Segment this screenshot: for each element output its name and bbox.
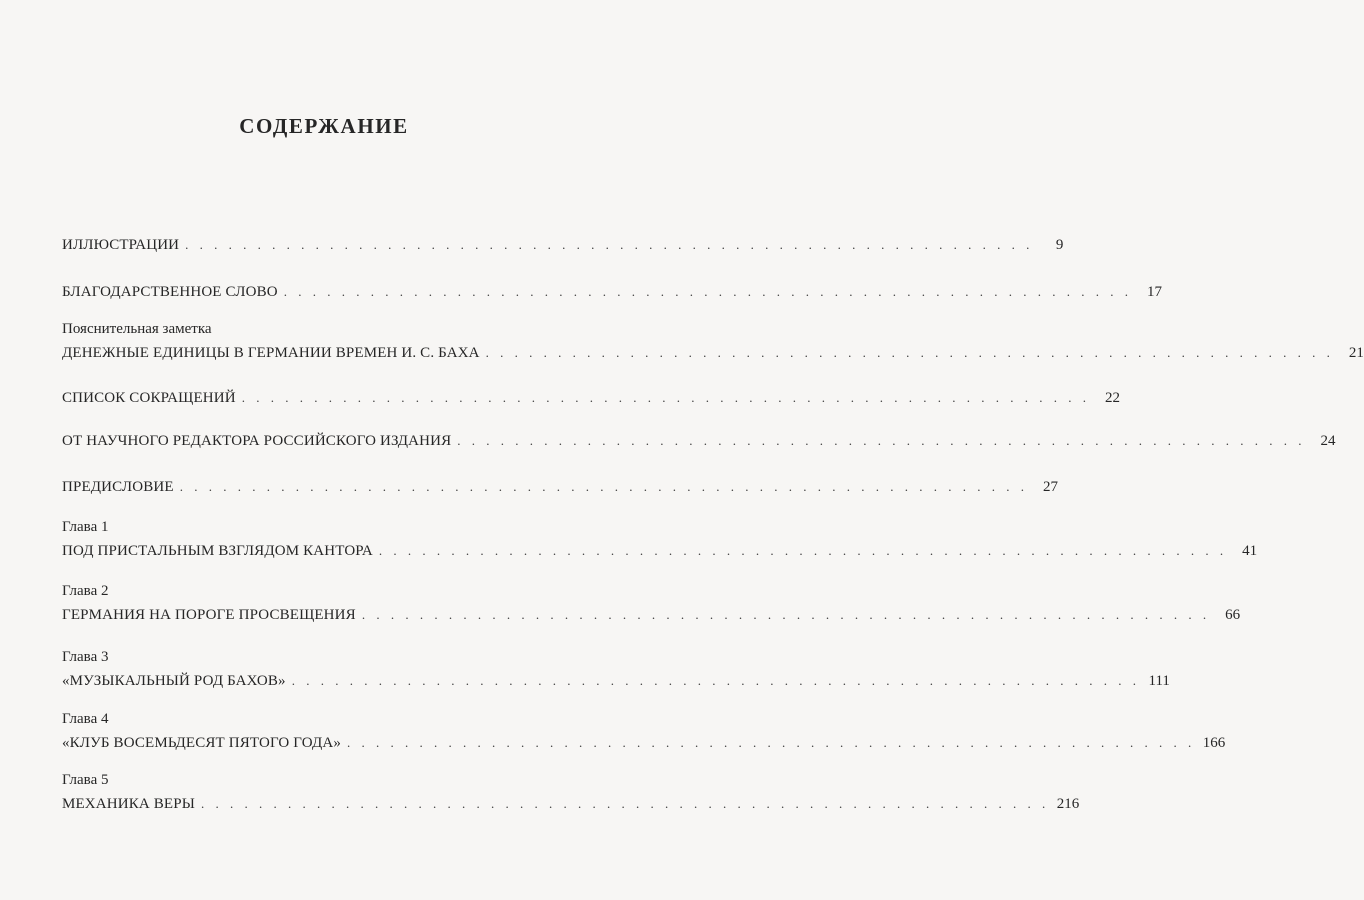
page-number: 9 bbox=[1055, 237, 1064, 253]
page-title: СОДЕРЖАНИЕ bbox=[239, 114, 409, 138]
page-number: 111 bbox=[1148, 673, 1170, 689]
toc-entry-title: МЕХАНИКА ВЕРЫ bbox=[62, 796, 195, 812]
toc-entry-chapter-3 bbox=[62, 648, 1170, 690]
chapter-label: Глава 3 bbox=[62, 649, 109, 665]
page-number: 24 bbox=[1320, 433, 1336, 449]
toc-entry-title: ИЛЛЮСТРАЦИИ bbox=[62, 237, 180, 253]
toc-entry-title: ПРЕДИСЛОВИЕ bbox=[62, 479, 174, 495]
toc-entry-currency-note bbox=[62, 320, 1364, 362]
page-number: 41 bbox=[1242, 543, 1258, 559]
toc-entry-editor-note bbox=[62, 432, 1336, 450]
toc-entry-chapter-5 bbox=[62, 771, 1080, 813]
toc-entry-illustrations bbox=[62, 236, 1064, 254]
page-number: 216 bbox=[1056, 796, 1080, 812]
leader-dots: . . . . . . . . . . . . . . . . . . . . . . . . . . . . . . . . . . . . . . . . . . . . . . . . . . . . . . . . . . . bbox=[283, 284, 1132, 299]
toc-entry-title: СПИСОК СОКРАЩЕНИЙ bbox=[62, 390, 236, 406]
page-number: 21 bbox=[1348, 345, 1364, 361]
entry-label: Пояснительная заметка bbox=[62, 321, 212, 337]
chapter-label: Глава 1 bbox=[62, 519, 109, 535]
chapter-label: Глава 4 bbox=[62, 711, 109, 727]
toc-entry-title: БЛАГОДАРСТВЕННОЕ СЛОВО bbox=[62, 284, 278, 300]
toc-entry-chapter-1 bbox=[62, 518, 1258, 560]
leader-dots: . . . . . . . . . . . . . . . . . . . . . . . . . . . . . . . . . . . . . . . . . . . . . . . . . . . . . . . . . . . bbox=[200, 796, 1050, 811]
toc-entry-title: ГЕРМАНИЯ НА ПОРОГЕ ПРОСВЕЩЕНИЯ bbox=[62, 607, 356, 623]
page-number: 66 bbox=[1225, 607, 1241, 623]
toc-entry-abbreviations bbox=[62, 389, 1120, 407]
leader-dots: . . . . . . . . . . . . . . . . . . . . . . . . . . . . . . . . . . . . . . . . . . . . . . . . . . . . . . . . . . . bbox=[485, 345, 1334, 360]
leader-dots: . . . . . . . . . . . . . . . . . . . . . . . . . . . . . . . . . . . . . . . . . . . . . . . . . . . . . . . . . . . bbox=[241, 390, 1090, 405]
page-number: 166 bbox=[1202, 735, 1226, 751]
leader-dots: . . . . . . . . . . . . . . . . . . . . . . . . . . . . . . . . . . . . . . . . . . . . . . . . . . . . . . . . . . . bbox=[378, 543, 1228, 558]
toc-entry-title: ОТ НАУЧНОГО РЕДАКТОРА РОССИЙСКОГО ИЗДАНИЯ bbox=[62, 433, 452, 449]
leader-dots: . . . . . . . . . . . . . . . . . . . . . . . . . . . . . . . . . . . . . . . . . . . . . . . . . . . . . . . . . . . bbox=[346, 735, 1196, 750]
leader-dots: . . . . . . . . . . . . . . . . . . . . . . . . . . . . . . . . . . . . . . . . . . . . . . . . . . . . . . . . . . . bbox=[361, 607, 1211, 622]
toc-entry-chapter-4 bbox=[62, 710, 1226, 752]
chapter-label: Глава 2 bbox=[62, 583, 109, 599]
leader-dots: . . . . . . . . . . . . . . . . . . . . . . . . . . . . . . . . . . . . . . . . . . . . . . . . . . . . . . . . . . . bbox=[179, 479, 1028, 494]
page-number: 17 bbox=[1147, 284, 1162, 300]
toc-entry-chapter-2 bbox=[62, 582, 1241, 624]
toc-entry-acknowledgements bbox=[62, 283, 1162, 301]
page-number: 27 bbox=[1042, 479, 1058, 495]
toc-entry-title: «КЛУБ ВОСЕМЬДЕСЯТ ПЯТОГО ГОДА» bbox=[62, 735, 341, 751]
leader-dots: . . . . . . . . . . . . . . . . . . . . . . . . . . . . . . . . . . . . . . . . . . . . . . . . . . . . . . . . . . . bbox=[185, 237, 1034, 252]
chapter-label: Глава 5 bbox=[62, 772, 109, 788]
toc-entry-title: ПОД ПРИСТАЛЬНЫМ ВЗГЛЯДОМ КАНТОРА bbox=[62, 543, 373, 559]
toc-entry-title: ДЕНЕЖНЫЕ ЕДИНИЦЫ В ГЕРМАНИИ ВРЕМЕН И. С. БАХА bbox=[62, 345, 480, 361]
toc-entry-preface bbox=[62, 478, 1058, 496]
toc-entry-title: «МУЗЫКАЛЬНЫЙ РОД БАХОВ» bbox=[62, 673, 286, 689]
page-number: 22 bbox=[1104, 390, 1120, 406]
leader-dots: . . . . . . . . . . . . . . . . . . . . . . . . . . . . . . . . . . . . . . . . . . . . . . . . . . . . . . . . . . . bbox=[291, 673, 1140, 688]
leader-dots: . . . . . . . . . . . . . . . . . . . . . . . . . . . . . . . . . . . . . . . . . . . . . . . . . . . . . . . . . . . bbox=[457, 433, 1306, 448]
